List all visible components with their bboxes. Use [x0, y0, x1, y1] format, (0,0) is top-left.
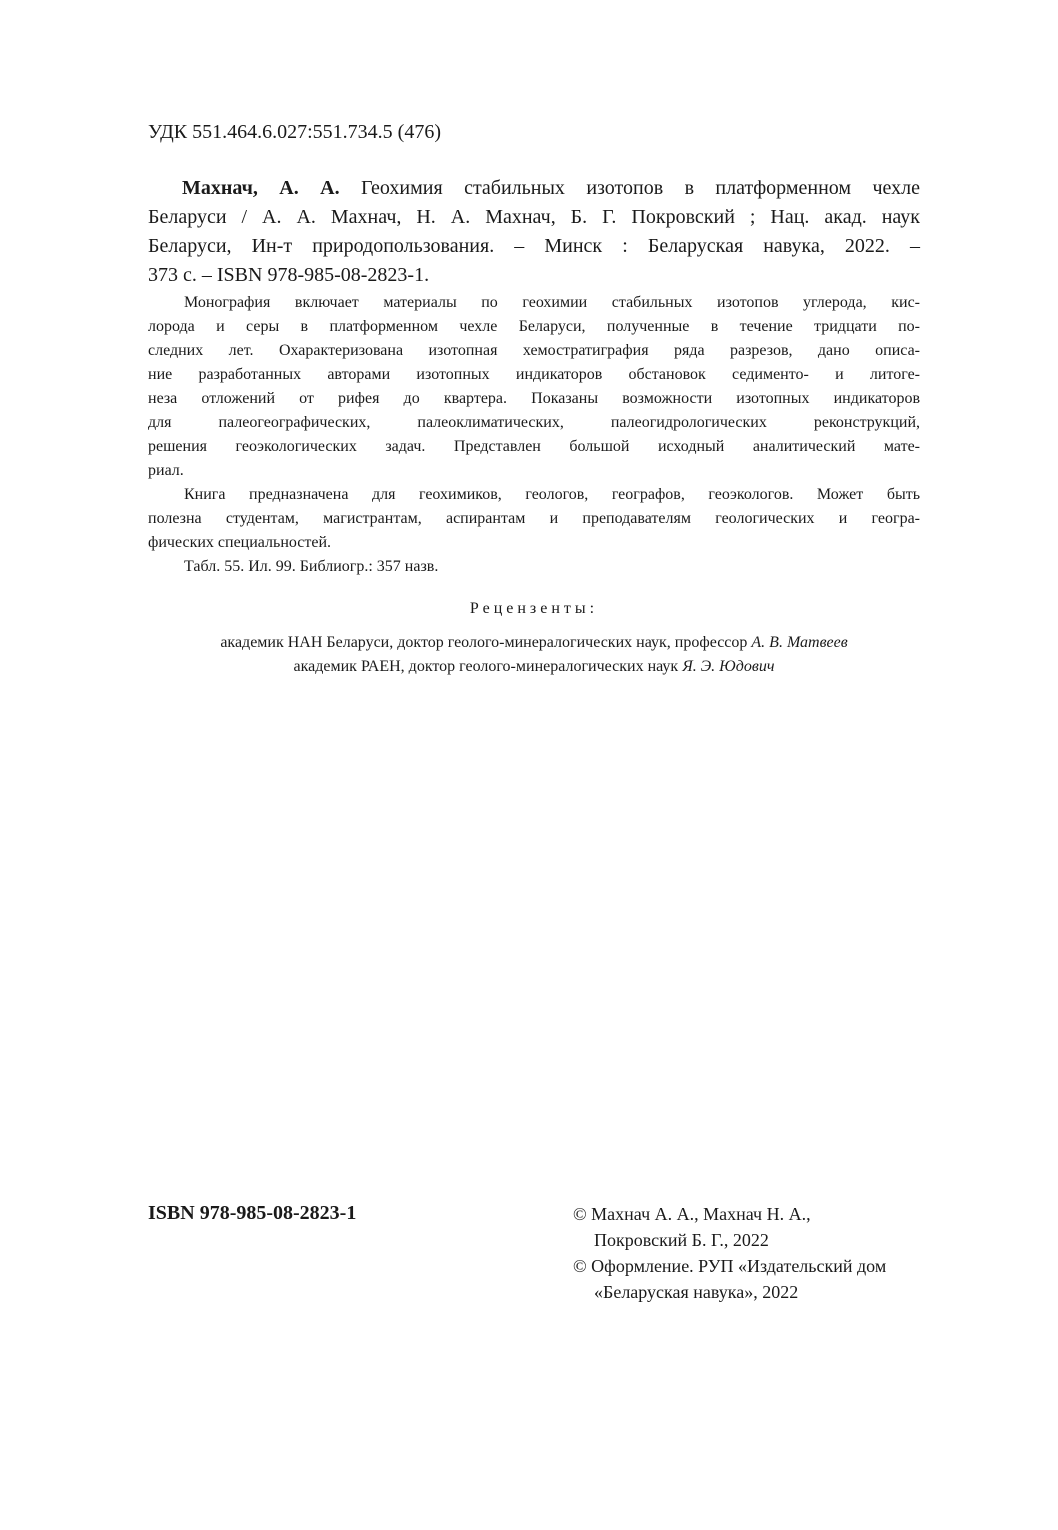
annotation-line: решения геоэкологических задач. Представлен большой исходный аналитический мате-: [148, 438, 920, 455]
annotation-line: Монография включает материалы по геохимии стабильных изотопов углерода, кис-: [184, 294, 920, 311]
isbn: ISBN 978-985-08-2823-1: [148, 1202, 357, 1224]
biblio-line: Беларуси / А. А. Махнач, Н. А. Махнач, Б. Г. Покровский ; Нац. акад. наук: [148, 206, 920, 228]
copyright-line: Покровский Б. Г., 2022: [594, 1230, 769, 1250]
copyright-line: «Беларуская навука», 2022: [594, 1282, 799, 1302]
annotation-line: риал.: [148, 462, 184, 479]
reviewer-item: [148, 655, 920, 679]
annotation-line: фических специальностей.: [148, 534, 332, 551]
annotation-line: полезна студентам, магистрантам, аспирантам и преподавателям геологических и геогра-: [148, 510, 920, 527]
reviewer-title: академик НАН Беларуси, доктор геолого-минералогических наук, профессор: [220, 634, 752, 651]
annotation-line: для палеогеографических, палеоклиматических, палеогидрологических реконструкций,: [148, 414, 920, 431]
author-name: Махнач, А. А.: [182, 177, 340, 199]
reviewer-title: академик РАЕН, доктор геолого-минералогических наук: [293, 658, 683, 675]
annotation-line: Книга предназначена для геохимиков, геологов, географов, геоэкологов. Может быть: [184, 486, 920, 503]
copyright-line: © Оформление. РУП «Издательский дом: [573, 1256, 887, 1276]
annotation-line: следних лет. Охарактеризована изотопная хемостратиграфия ряда разрезов, дано описа-: [148, 342, 920, 359]
biblio-line: Беларуси, Ин-т природопользования. – Минск : Беларуская навука, 2022. –: [148, 235, 920, 257]
bibliographic-record: [148, 174, 920, 290]
udk-code: УДК 551.464.6.027:551.734.5 (476): [148, 121, 441, 143]
annotation-line: лорода и серы в платформенном чехле Беларуси, полученные в течение тридцати по-: [148, 318, 920, 335]
reviewer-item: [148, 631, 920, 655]
annotation-stats: Табл. 55. Ил. 99. Библиогр.: 357 назв.: [184, 558, 439, 575]
copyright-block: [573, 1201, 886, 1305]
annotation: [148, 291, 920, 579]
reviewers-list: [148, 631, 920, 679]
annotation-line: ние разработанных авторами изотопных индикаторов обстановок седименто- и литоге-: [148, 366, 920, 383]
biblio-line: Махнач, А. А. Геохимия стабильных изотопов в платформенном чехле: [182, 177, 921, 199]
reviewer-name: Я. Э. Юдович: [682, 658, 775, 675]
reviewers-heading: Рецензенты:: [469, 600, 599, 617]
reviewer-name: А. В. Матвеев: [751, 634, 848, 651]
copyright-line: © Махнач А. А., Махнач Н. А.,: [573, 1204, 811, 1224]
annotation-line: неза отложений от рифея до квартера. Показаны возможности изотопных индикаторов: [148, 390, 920, 407]
biblio-line: 373 с. – ISBN 978-985-08-2823-1.: [148, 264, 430, 286]
